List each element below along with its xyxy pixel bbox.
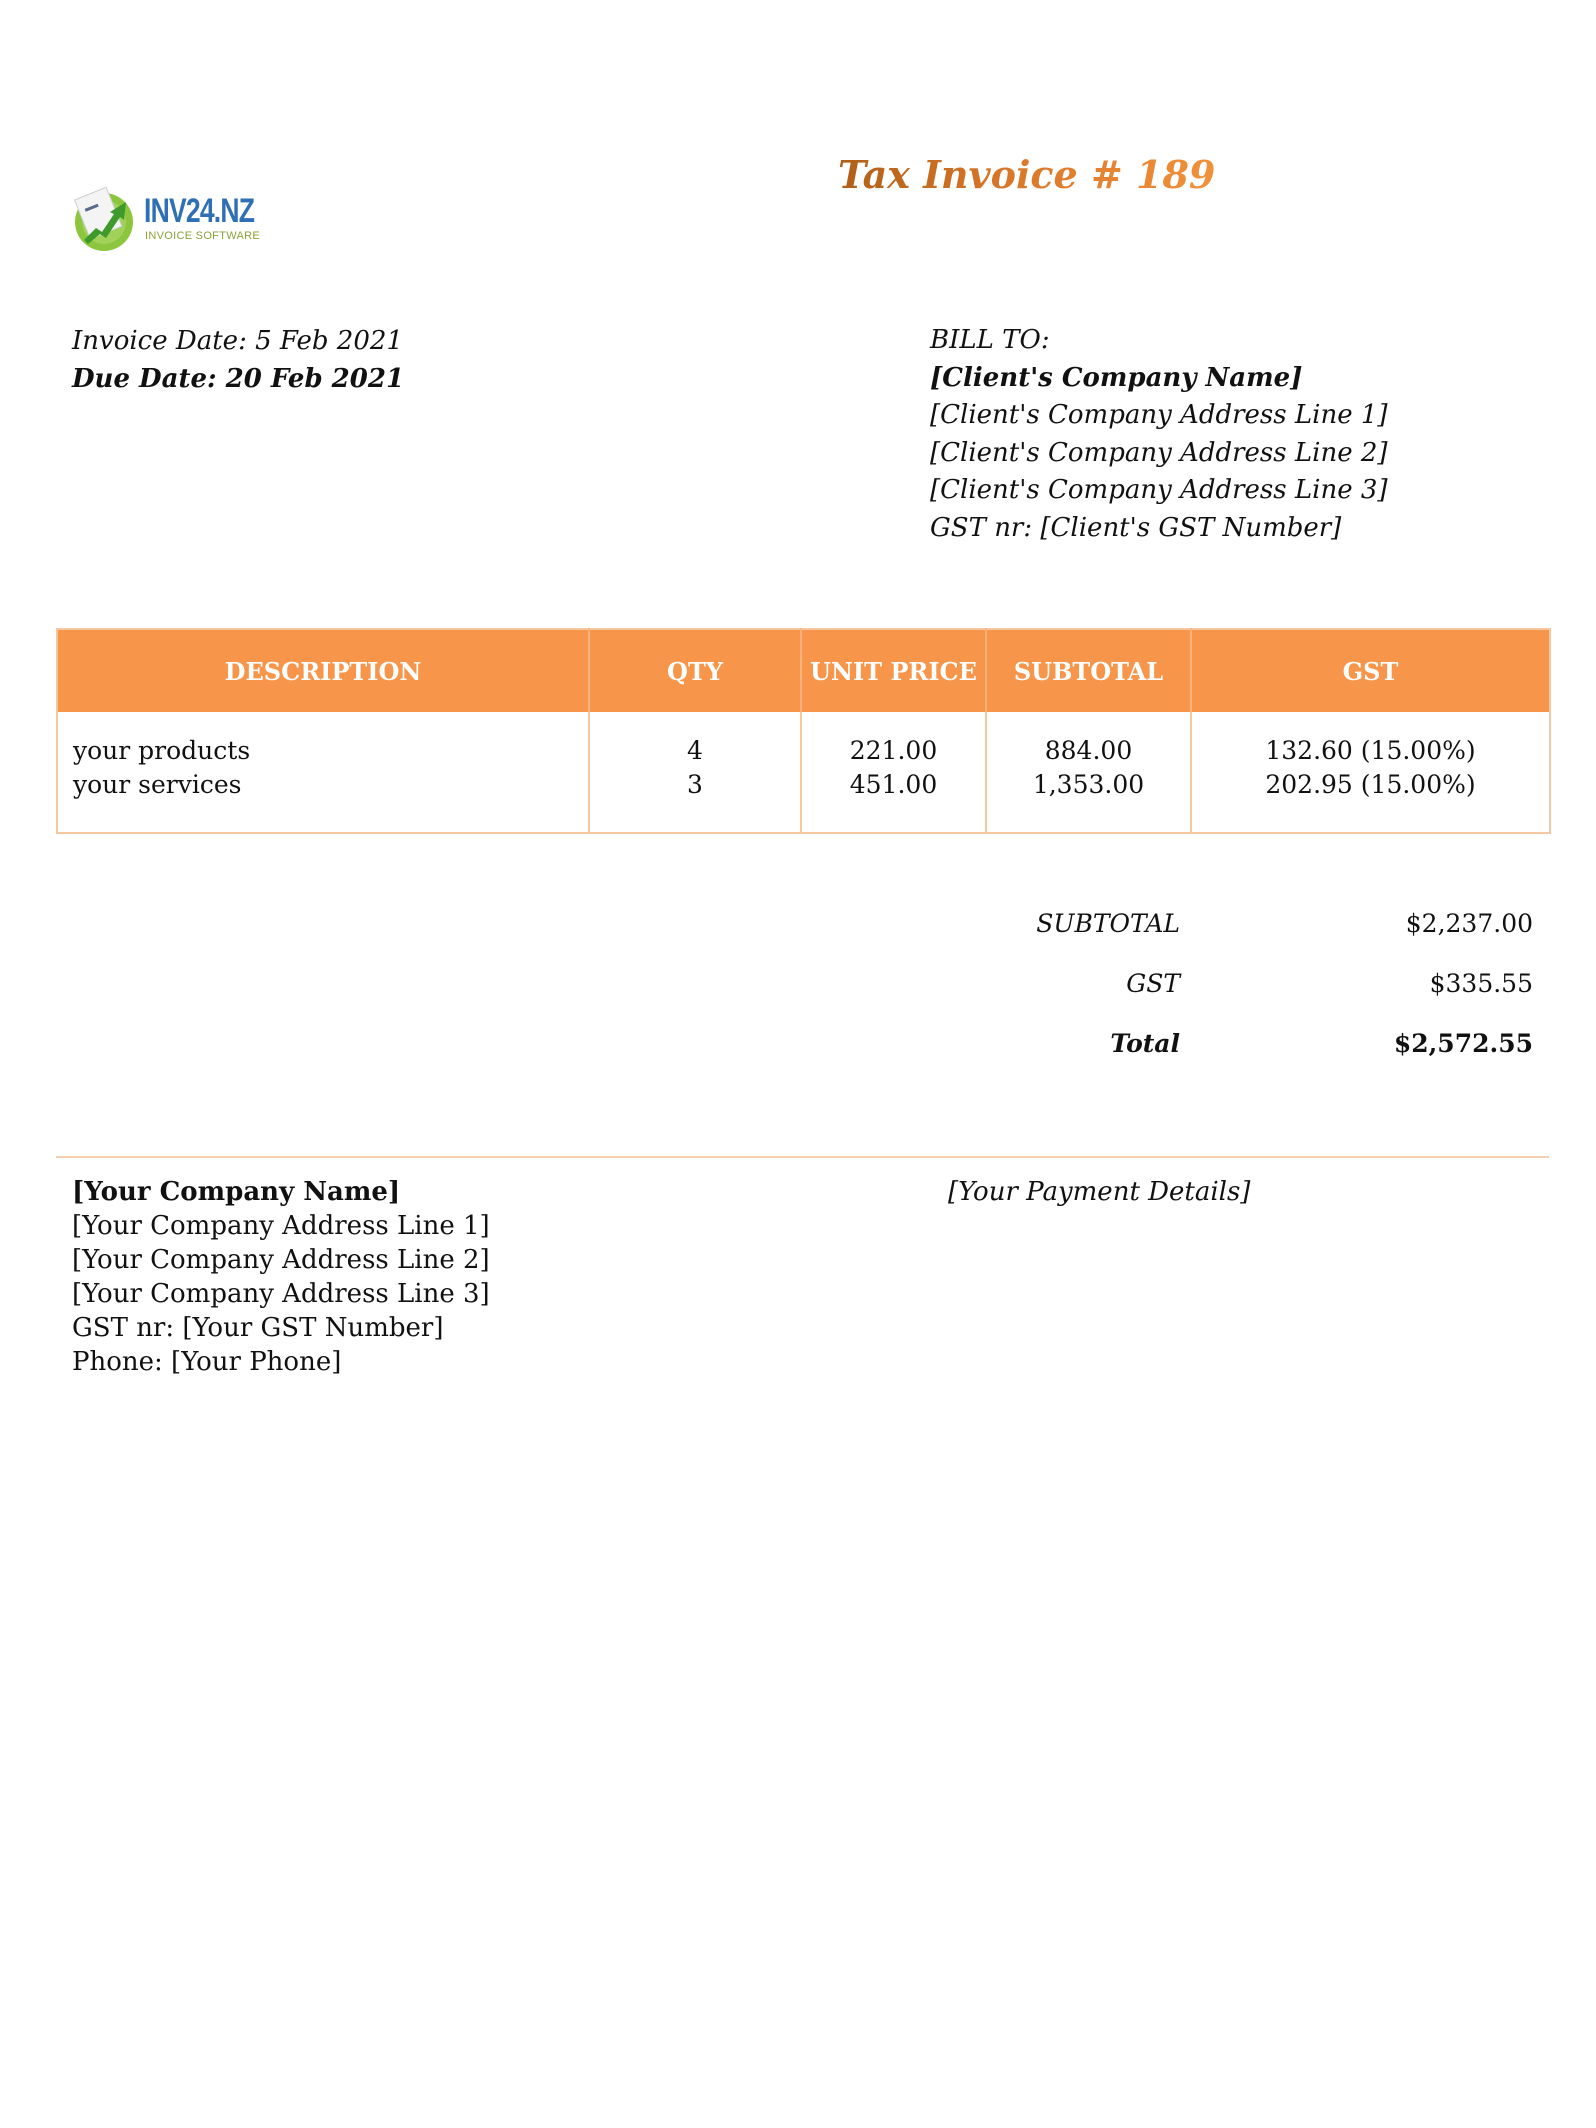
client-gst-number: GST nr: [Client's GST Number] (930, 512, 1342, 543)
your-address-line-3: [Your Company Address Line 3] (72, 1279, 490, 1309)
bill-to-heading: BILL TO: (930, 325, 1050, 355)
column-header-gst: GST (1191, 629, 1550, 712)
line-items-table (56, 628, 1551, 834)
your-address-line-1: [Your Company Address Line 1] (72, 1211, 490, 1241)
logo-tagline: INVOICE SOFTWARE (145, 230, 261, 242)
company-logo (70, 184, 270, 254)
your-company-block (72, 1175, 490, 1379)
total-value: $2,572.55 (1393, 1028, 1533, 1058)
invoice-title: Tax Invoice # 189 (838, 152, 1216, 197)
column-header-subtotal: SUBTOTAL (986, 629, 1191, 712)
gst-cell (1191, 712, 1550, 833)
item-unit-price: 221.00 (849, 736, 938, 765)
gst-row (1000, 953, 1533, 1013)
unit-price-cell (801, 712, 986, 833)
item-subtotal: 1,353.00 (1032, 770, 1145, 799)
total-row (1000, 1013, 1533, 1073)
client-address-line-1: [Client's Company Address Line 1] (930, 400, 1388, 430)
column-header-description: DESCRIPTION (57, 629, 589, 712)
qty-cell (589, 712, 801, 833)
item-subtotal: 884.00 (1044, 736, 1133, 765)
item-qty: 3 (687, 770, 703, 799)
bill-to-block (930, 322, 1388, 547)
invoice-dates (72, 322, 404, 398)
gst-value: $335.55 (1429, 968, 1533, 998)
totals-block (1000, 893, 1533, 1073)
item-qty: 4 (687, 736, 703, 765)
your-address-line-2: [Your Company Address Line 2] (72, 1245, 490, 1275)
invoice-growth-arrow-icon (70, 184, 142, 252)
column-header-qty: QTY (589, 629, 801, 712)
footer-divider (56, 1156, 1549, 1158)
table-header-row (57, 629, 1550, 712)
client-address-line-3: [Client's Company Address Line 3] (930, 475, 1388, 505)
your-company-name: [Your Company Name] (72, 1177, 401, 1207)
item-unit-price: 451.00 (849, 770, 938, 799)
table-row (57, 712, 1550, 833)
column-header-unit-price: UNIT PRICE (801, 629, 986, 712)
subtotal-row (1000, 893, 1533, 953)
item-gst: 202.95 (15.00%) (1265, 770, 1476, 799)
item-description: your services (73, 770, 242, 799)
subtotal-cell (986, 712, 1191, 833)
logo-brand-text: INV24.NZ (144, 192, 255, 230)
your-phone: Phone: [Your Phone] (72, 1347, 342, 1377)
client-address-line-2: [Client's Company Address Line 2] (930, 437, 1388, 468)
payment-details: [Your Payment Details] (948, 1177, 1251, 1207)
your-gst-number: GST nr: [Your GST Number] (72, 1313, 444, 1343)
item-description: your products (73, 736, 251, 765)
item-gst: 132.60 (15.00%) (1265, 736, 1476, 765)
subtotal-value: $2,237.00 (1405, 908, 1533, 938)
due-date: Due Date: 20 Feb 2021 (72, 364, 405, 394)
total-label: Total (1110, 1028, 1180, 1058)
invoice-date: Invoice Date: 5 Feb 2021 (72, 326, 403, 356)
subtotal-label: SUBTOTAL (1036, 908, 1180, 938)
description-cell (57, 712, 589, 833)
gst-label: GST (1126, 968, 1180, 998)
client-company-name: [Client's Company Name] (930, 362, 1303, 393)
